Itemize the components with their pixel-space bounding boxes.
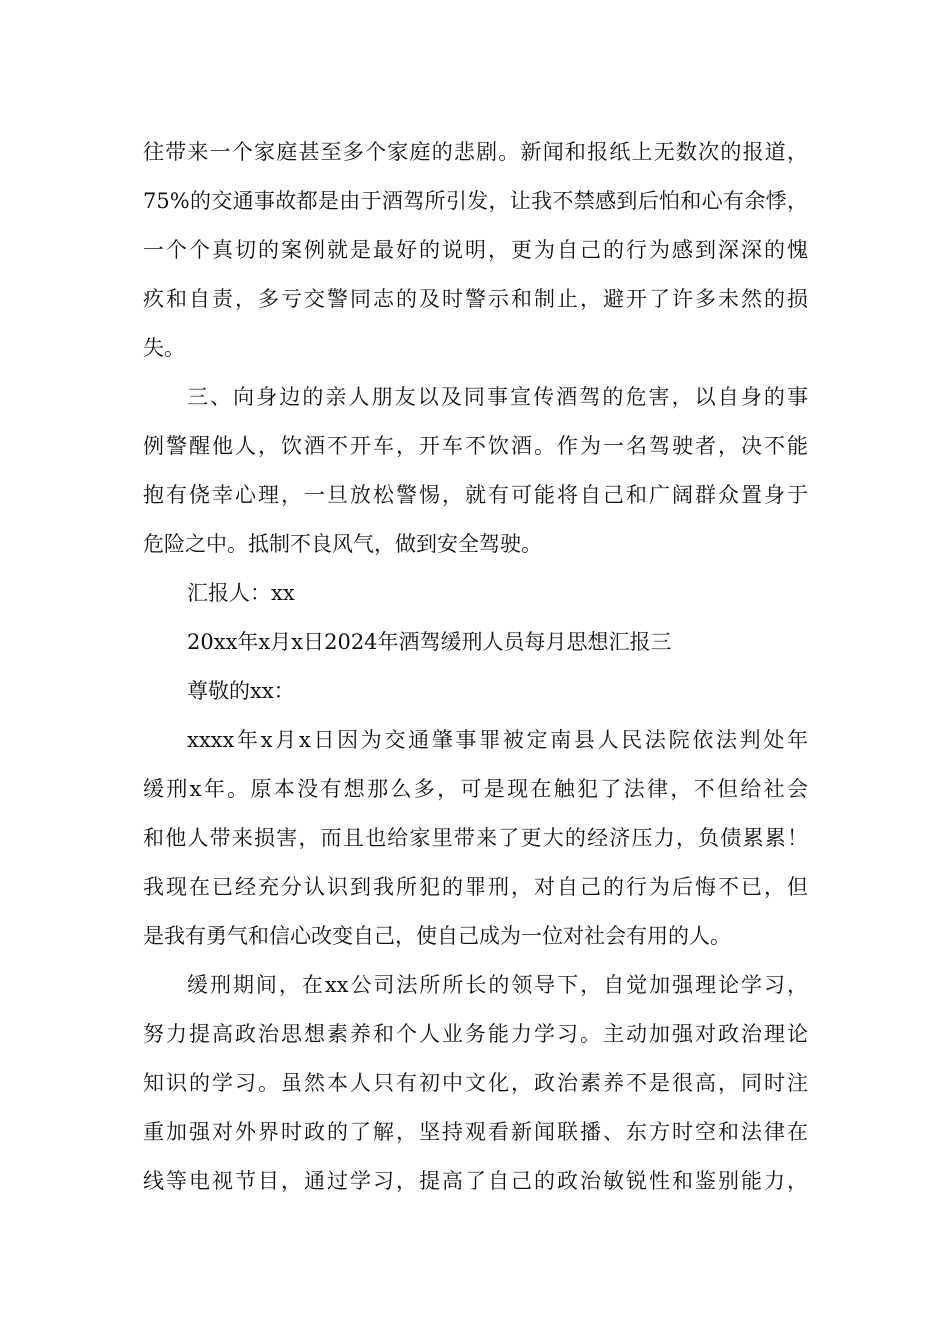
text-line: 往带来一个家庭甚至多个家庭的悲剧。新闻和报纸上无数次的报道， <box>143 140 808 164</box>
text-line: 三、向身边的亲人朋友以及同事宣传酒驾的危害，以自身的事 <box>187 385 808 409</box>
paragraph <box>143 961 808 1206</box>
text-line: 失。 <box>143 336 185 360</box>
text-line: 缓刑x年。原本没有想那么多，可是现在触犯了法律，不但给社会 <box>143 777 808 801</box>
paragraph <box>143 569 808 618</box>
reporter-line: 汇报人：xx <box>187 581 295 605</box>
text-line: 我现在已经充分认识到我所犯的罪刑，对自己的行为后悔不已，但 <box>143 875 808 899</box>
paragraph <box>143 373 808 569</box>
paragraph <box>143 618 808 667</box>
text-line: 是我有勇气和信心改变自己，使自己成为一位对社会有用的人。 <box>143 924 731 948</box>
text-line: 重加强对外界时政的了解，坚持观看新闻联播、东方时空和法律在 <box>143 1120 808 1144</box>
text-line: 危险之中。抵制不良风气，做到安全驾驶。 <box>143 532 542 556</box>
paragraph <box>143 667 808 716</box>
text-line: 一个个真切的案例就是最好的说明，更为自己的行为感到深深的愧 <box>143 238 808 262</box>
text-line: 缓刑期间，在xx公司法所所长的领导下，自觉加强理论学习， <box>187 973 808 997</box>
text-line: 线等电视节目，通过学习，提高了自己的政治敏锐性和鉴别能力， <box>143 1169 808 1193</box>
date-heading-line: 20xx年x月x日2024年酒驾缓刑人员每月思想汇报三 <box>187 630 672 654</box>
document-page <box>143 128 808 1206</box>
text-line: 例警醒他人，饮酒不开车，开车不饮酒。作为一名驾驶者，决不能 <box>143 434 808 458</box>
text-line: 疚和自责，多亏交警同志的及时警示和制止，避开了许多未然的损 <box>143 287 808 311</box>
text-line: 知识的学习。虽然本人只有初中文化，政治素养不是很高，同时注 <box>143 1071 808 1095</box>
text-line: 和他人带来损害，而且也给家里带来了更大的经济压力，负债累累！ <box>143 826 808 850</box>
text-line: 75%的交通事故都是由于酒驾所引发，让我不禁感到后怕和心有余悸， <box>143 189 808 213</box>
text-line: xxxx年x月x日因为交通肇事罪被定南县人民法院依法判处年 <box>187 728 808 752</box>
text-line: 抱有侥幸心理，一旦放松警惕，就有可能将自己和广阔群众置身于 <box>143 483 808 507</box>
text-line: 努力提高政治思想素养和个人业务能力学习。主动加强对政治理论 <box>143 1022 808 1046</box>
paragraph <box>143 716 808 961</box>
paragraph <box>143 128 808 373</box>
salutation-line: 尊敬的xx： <box>187 679 295 703</box>
